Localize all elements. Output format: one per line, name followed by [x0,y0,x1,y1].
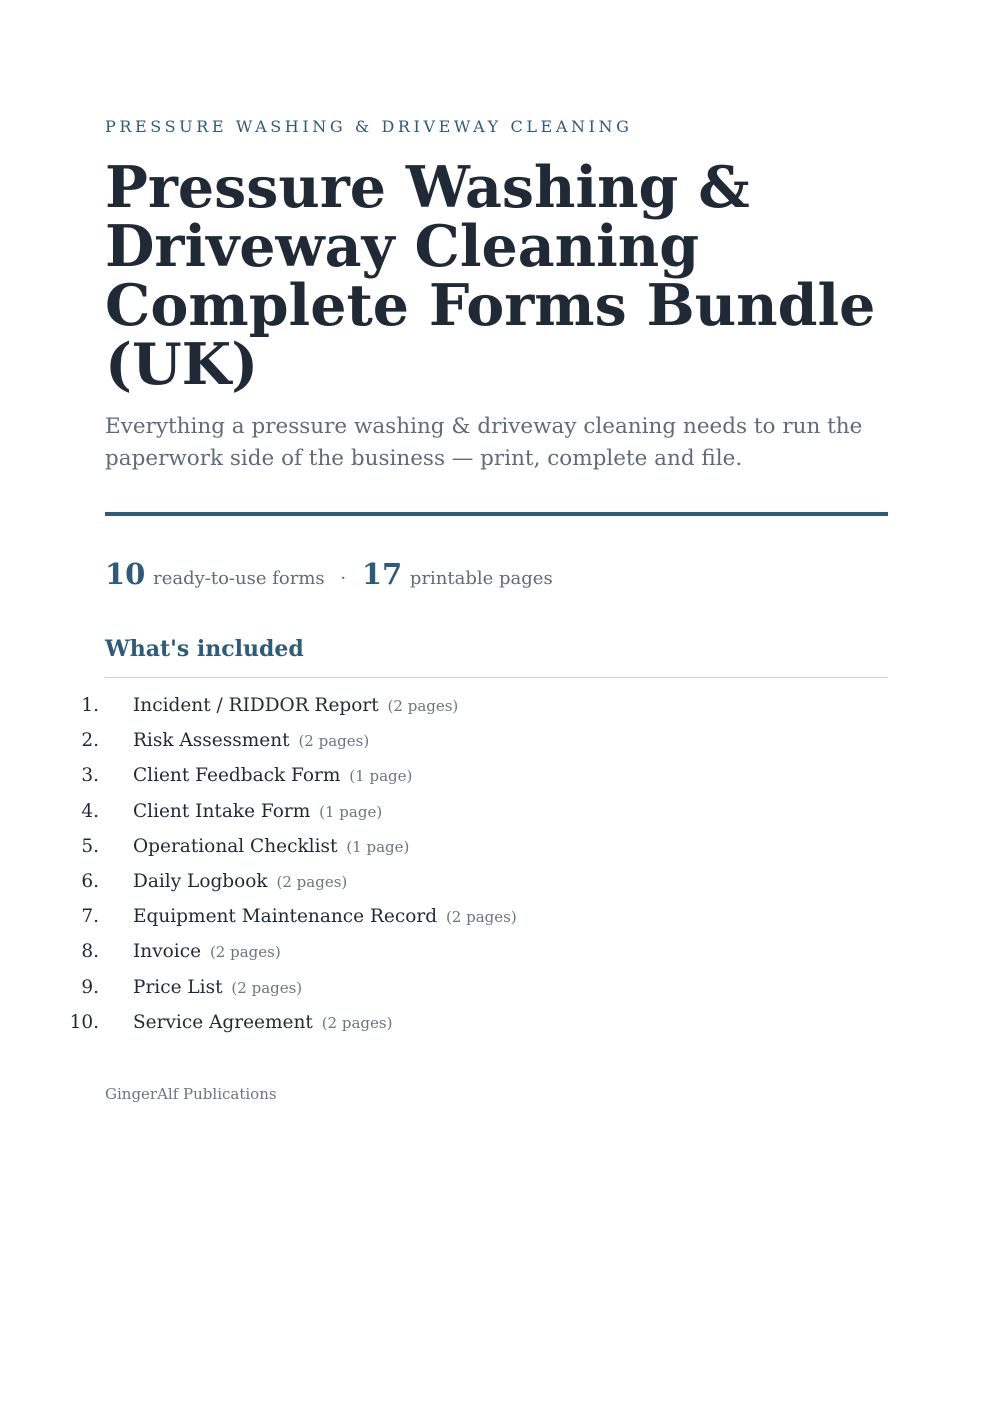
list-item-number: 2. [81,730,99,752]
forms-count-label: ready-to-use forms [153,568,325,589]
list-item-name: Operational Checklist [133,835,338,857]
list-item-name: Invoice [133,941,202,963]
list-item-page-count: (1 page) [319,802,383,821]
list-item-number: 5. [81,835,99,857]
list-item [81,831,517,866]
section-divider [105,677,888,678]
stats-separator: · [340,568,347,589]
pages-count-label: printable pages [409,568,553,589]
header-divider [105,512,888,516]
list-item-number: 7. [81,906,99,928]
list-item-page-count: (2 pages) [298,732,370,751]
list-item [81,690,517,725]
list-item [81,936,517,971]
list-item-number: 3. [81,765,99,787]
list-item-name: Incident / RIDDOR Report [133,695,379,716]
included-heading: What's included [105,636,304,662]
list-item-page-count: (1 page) [349,767,413,786]
list-item [81,972,517,1007]
category-eyebrow: PRESSURE WASHING & DRIVEWAY CLEANING [105,117,633,136]
page-title: Pressure Washing & Driveway Cleaning Complete Forms Bundle (UK) [105,154,876,398]
list-item-number: 1. [81,695,99,716]
bundle-stats [105,557,553,591]
list-item-page-count: (2 pages) [321,1013,393,1032]
list-item-name: Daily Logbook [133,870,268,892]
list-item-number: 8. [81,941,99,963]
list-item-page-count: (2 pages) [387,697,459,715]
list-item [81,796,517,831]
list-item [81,866,517,901]
list-item [69,1007,517,1042]
list-item-number: 4. [81,800,99,822]
list-item-number: 9. [81,976,99,998]
list-item-name: Risk Assessment [133,730,290,752]
list-item-name: Price List [133,976,223,998]
page-subtitle: Everything a pressure washing & driveway cleaning needs to run the paperwork side of the business — print, complete and file. [105,414,863,471]
list-item-page-count: (1 page) [346,837,410,856]
list-item-name: Client Intake Form [133,800,311,822]
list-item-name: Equipment Maintenance Record [133,906,438,928]
list-item [81,760,517,795]
list-item-number: 10. [69,1011,99,1033]
list-item-page-count: (2 pages) [445,908,517,927]
pages-count: 17 [361,557,403,591]
publisher-footer: GingerAlf Publications [105,1085,277,1103]
list-item-page-count: (2 pages) [276,872,348,891]
list-item-name: Service Agreement [133,1011,313,1033]
list-item-page-count: (2 pages) [209,943,281,962]
list-item-number: 6. [81,870,99,892]
list-item-name: Client Feedback Form [133,765,341,787]
forms-list [69,690,517,1042]
list-item [81,901,517,936]
list-item [81,725,517,760]
forms-count: 10 [105,557,146,591]
list-item-page-count: (2 pages) [231,978,303,997]
